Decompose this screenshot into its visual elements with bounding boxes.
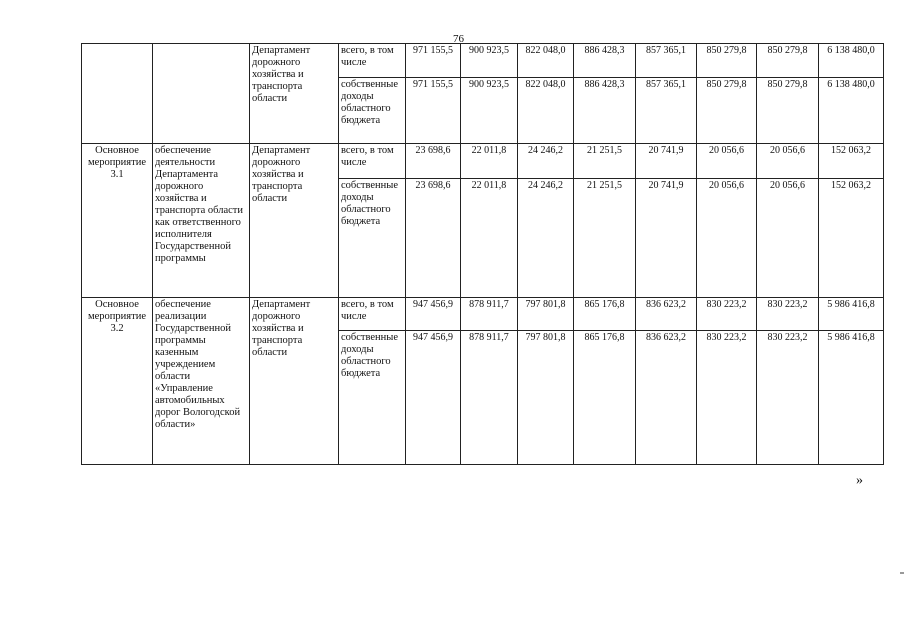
description-cell: обеспечение реализации Государственной программы казенным учреждением области «Управление автомобильных дорог Вологодской области» — [153, 298, 250, 465]
total-cell: 152 063,2 — [819, 144, 884, 179]
value-cell: 797 801,8 — [518, 298, 574, 331]
value-cell: 24 246,2 — [518, 179, 574, 298]
value-cell: 878 911,7 — [461, 331, 518, 465]
value-cell: 900 923,5 — [461, 78, 518, 144]
description-cell: обеспечение деятельности Департамента дорожного хозяйства и транспорта области как ответственного исполнителя Государственной программы — [153, 144, 250, 298]
value-cell: 20 056,6 — [757, 179, 819, 298]
value-cell: 900 923,5 — [461, 44, 518, 78]
source-cell: всего, в том числе — [339, 144, 406, 179]
value-cell: 830 223,2 — [757, 331, 819, 465]
value-cell: 21 251,5 — [574, 144, 636, 179]
executor-cell: Департамент дорожного хозяйства и транспорта области — [250, 298, 339, 465]
value-cell: 850 279,8 — [697, 78, 757, 144]
value-cell: 947 456,9 — [406, 298, 461, 331]
value-cell: 971 155,5 — [406, 78, 461, 144]
value-cell: 850 279,8 — [757, 78, 819, 144]
executor-cell: Департамент дорожного хозяйства и транспорта области — [250, 44, 339, 144]
value-cell: 947 456,9 — [406, 331, 461, 465]
value-cell: 20 056,6 — [697, 179, 757, 298]
total-cell: 5 986 416,8 — [819, 331, 884, 465]
source-cell: собственные доходы областного бюджета — [339, 78, 406, 144]
total-cell: 152 063,2 — [819, 179, 884, 298]
value-cell: 850 279,8 — [697, 44, 757, 78]
table-row — [82, 144, 884, 179]
value-cell: 830 223,2 — [697, 331, 757, 465]
source-cell: собственные доходы областного бюджета — [339, 331, 406, 465]
budget-table — [81, 43, 884, 465]
activity-cell — [82, 44, 153, 144]
value-cell: 836 623,2 — [636, 298, 697, 331]
scan-mark — [900, 572, 904, 574]
source-cell: всего, в том числе — [339, 298, 406, 331]
source-cell: собственные доходы областного бюджета — [339, 179, 406, 298]
executor-cell: Департамент дорожного хозяйства и транспорта области — [250, 144, 339, 298]
value-cell: 850 279,8 — [757, 44, 819, 78]
value-cell: 830 223,2 — [757, 298, 819, 331]
value-cell: 20 056,6 — [697, 144, 757, 179]
page-number: 76 — [453, 33, 464, 45]
value-cell: 23 698,6 — [406, 179, 461, 298]
source-cell: всего, в том числе — [339, 44, 406, 78]
activity-cell: Основное мероприятие 3.2 — [82, 298, 153, 465]
value-cell: 886 428,3 — [574, 78, 636, 144]
value-cell: 971 155,5 — [406, 44, 461, 78]
table-row — [82, 44, 884, 78]
value-cell: 21 251,5 — [574, 179, 636, 298]
value-cell: 22 011,8 — [461, 179, 518, 298]
activity-cell: Основное мероприятие 3.1 — [82, 144, 153, 298]
total-cell: 5 986 416,8 — [819, 298, 884, 331]
value-cell: 857 365,1 — [636, 44, 697, 78]
value-cell: 822 048,0 — [518, 78, 574, 144]
value-cell: 857 365,1 — [636, 78, 697, 144]
value-cell: 20 741,9 — [636, 179, 697, 298]
total-cell: 6 138 480,0 — [819, 44, 884, 78]
value-cell: 865 176,8 — [574, 331, 636, 465]
value-cell: 822 048,0 — [518, 44, 574, 78]
value-cell: 24 246,2 — [518, 144, 574, 179]
value-cell: 836 623,2 — [636, 331, 697, 465]
value-cell: 20 056,6 — [757, 144, 819, 179]
value-cell: 20 741,9 — [636, 144, 697, 179]
value-cell: 23 698,6 — [406, 144, 461, 179]
value-cell: 830 223,2 — [697, 298, 757, 331]
closing-quote: » — [856, 473, 863, 488]
description-cell — [153, 44, 250, 144]
value-cell: 22 011,8 — [461, 144, 518, 179]
total-cell: 6 138 480,0 — [819, 78, 884, 144]
table-row — [82, 298, 884, 331]
value-cell: 878 911,7 — [461, 298, 518, 331]
value-cell: 886 428,3 — [574, 44, 636, 78]
value-cell: 865 176,8 — [574, 298, 636, 331]
value-cell: 797 801,8 — [518, 331, 574, 465]
